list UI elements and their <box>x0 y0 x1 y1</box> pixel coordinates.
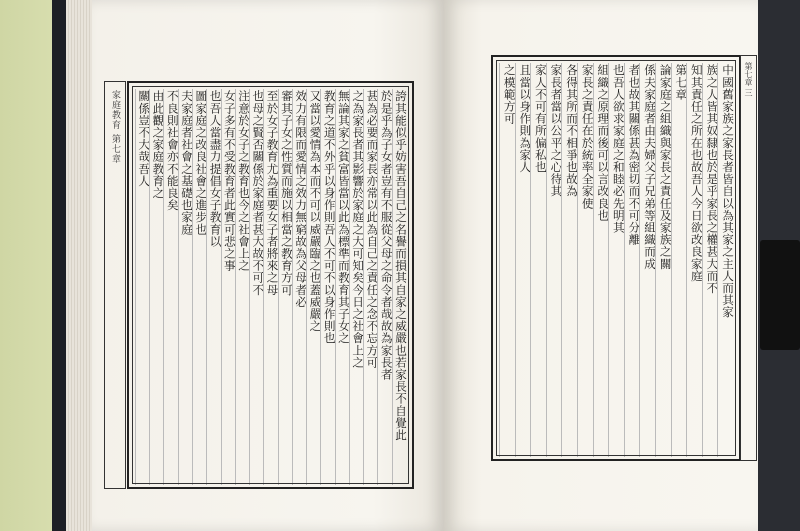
text-column: 審其子女之性質而施以相當之教育方可 <box>278 89 292 485</box>
left-gutter <box>104 81 126 489</box>
text-column: 各得其所而不相爭也故為 <box>561 63 577 457</box>
text-column: 中國舊家族之家長者皆自以為其家之主人而其家 <box>717 63 733 457</box>
right-gutter <box>740 55 757 461</box>
text-column: 家人不可有所偏私也 <box>530 63 546 457</box>
text-column: 效力有限而愛情之效力無窮故為父母者必 <box>292 89 306 485</box>
text-column: 係夫家庭者由夫婦父子兄弟等組織而成 <box>639 63 655 457</box>
text-column: 於是乎為子女者豈有不服從父母之命令者哉故為家長者 <box>377 89 391 485</box>
text-column: 由此觀之家庭教育之 <box>149 89 163 485</box>
left-gutter-text: 家庭教育 第七章 <box>110 90 120 164</box>
text-column: 也吾人欲求家庭之和睦必先明其 <box>608 63 624 457</box>
left-text-block <box>127 81 414 489</box>
text-column: 也母之賢否關係於家庭者甚大故不可不 <box>249 89 263 485</box>
text-column: 夫家庭者社會之基礎也家庭 <box>178 89 192 485</box>
text-column: 至於女子教育尤為重要女子者將來之母 <box>263 89 277 485</box>
right-text-block <box>491 55 741 461</box>
text-column: 又當以愛情為本而不可以威嚴臨之也蓋威嚴之 <box>306 89 320 485</box>
text-column: 且當以身作則為家人 <box>515 63 531 457</box>
text-column: 女子多有不受教育者此實可悲之事 <box>221 89 235 485</box>
left-columns <box>135 89 406 481</box>
text-column: 也吾人當盡力提倡女子教育以 <box>206 89 220 485</box>
text-column: 族之人皆其奴隸也於是乎家長之權甚大而不 <box>702 63 718 457</box>
text-column: 注意於女子之教育也今之社會上之 <box>235 89 249 485</box>
text-column: 不良則社會亦不能良矣 <box>163 89 177 485</box>
text-column: 之為家長者其影響於家庭之大可知矣今日之社會上之 <box>349 89 363 485</box>
right-gutter-text: 第七章 三 <box>744 62 753 97</box>
book-clip <box>760 240 800 350</box>
text-column: 教育之道不外乎以身作則吾人不可不以身作則也 <box>320 89 334 485</box>
text-column: 圖家庭之改良社會之進步也 <box>192 89 206 485</box>
right-columns <box>499 63 733 453</box>
text-column: 誇其能似乎妨害吾自己之名譽而損其自家之威嚴也若家長不自覺此 <box>392 89 406 485</box>
text-column: 無論其家之貧富皆當以此為標準而教育其子女之 <box>335 89 349 485</box>
text-column: 家長者當以公平之心待其 <box>546 63 562 457</box>
text-column: 家長之責任在於統率全家使 <box>577 63 593 457</box>
text-column: 第七章 <box>671 63 687 457</box>
text-column: 知其責任之所在也故吾人今日欲改良家庭 <box>686 63 702 457</box>
text-column: 者也故其關係甚為密切而不可分離 <box>624 63 640 457</box>
text-column: 之模範方可 <box>499 63 515 457</box>
text-column: 組織之原理而後可以言改良也 <box>593 63 609 457</box>
text-column: 關係豈不大哉吾人 <box>135 89 149 485</box>
text-column: 論家庭之組織與家長之責任及家族之關 <box>655 63 671 457</box>
text-column: 甚為必要而家長亦常以此為自己之責任之念不忘方可 <box>363 89 377 485</box>
